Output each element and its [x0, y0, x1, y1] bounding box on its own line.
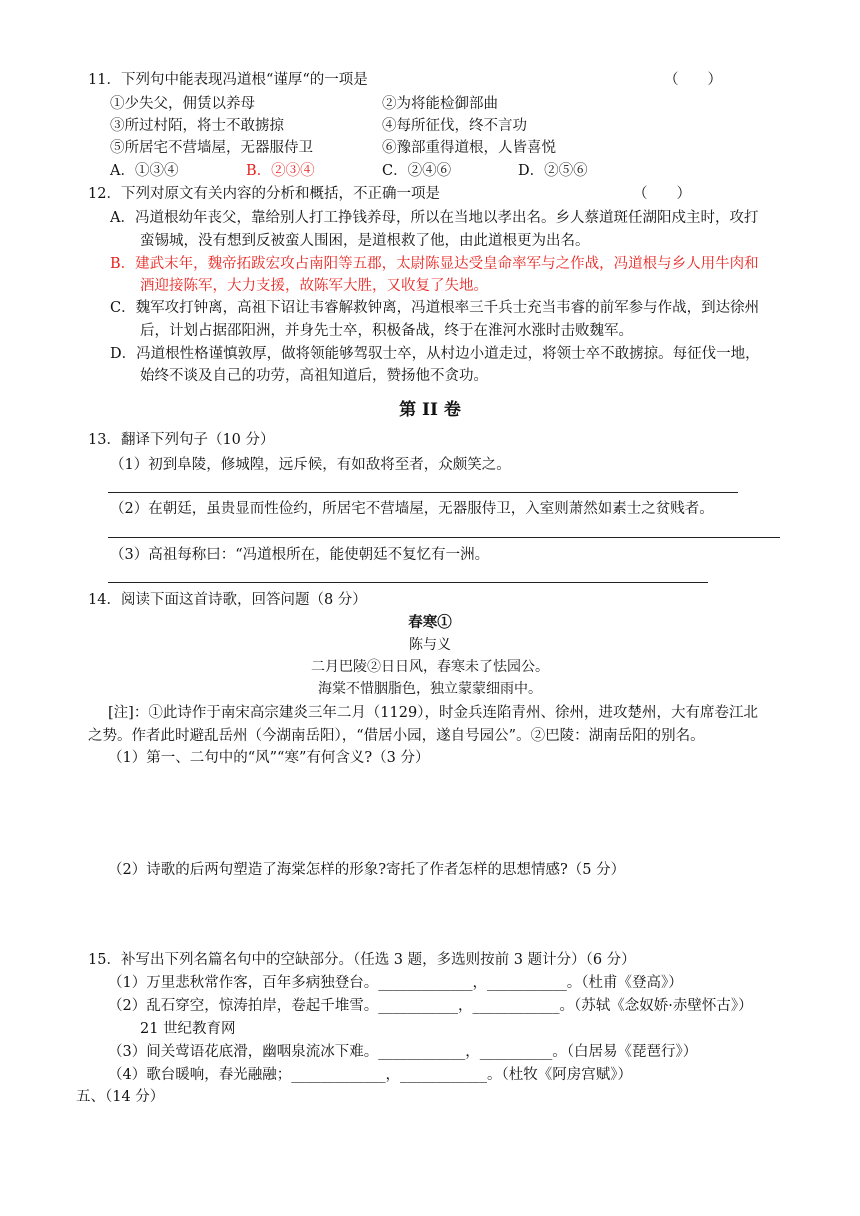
q13-sentence-2: （2）在朝廷，虽贵显而性俭约，所居宅不营墙屋，无器服侍卫，入室则萧然如素士之贫贱者。 [110, 501, 714, 517]
q14-sub-question-1: （1）第一、二句中的“风”“寒”有何含义?（3 分） [108, 750, 430, 766]
answer-line [108, 492, 738, 493]
q12-option-c-line1: C．魏军攻打钟离，高祖下诏让韦睿解救钟离，冯道根率三千兵士充当韦睿的前军参与作战，到达徐州 [110, 300, 760, 316]
q11-item-6: ⑥豫部重得道根，人皆喜悦 [382, 140, 556, 156]
q12-option-b-line2: 酒迎接陈军，大力支援，故陈军大胜，又收复了失地。 [140, 278, 488, 294]
section-five-label: 五、（14 分） [76, 1089, 165, 1105]
poem-note-line1: [注]：①此诗作于南宋高宗建炎三年二月（1129），时金兵连陷青州、徐州，进攻楚州，大有席卷江北 [108, 705, 758, 721]
answer-line [108, 537, 780, 538]
q13-sentence-1: （1）初到阜陵，修城隍，远斥候，有如敌将至者，众颇笑之。 [110, 457, 511, 473]
q15-stem: 15．补写出下列名篇名句中的空缺部分。（任选 3 题，多选则按前 3 题计分）（6 分） [88, 952, 636, 968]
q13-stem: 13．翻译下列句子（10 分） [88, 432, 275, 448]
q12-option-d-line2: 始终不谈及自己的功劳，高祖知道后，赞扬他不贪功。 [140, 368, 488, 384]
q11-option-d: D．②⑤⑥ [518, 163, 588, 179]
poem-line-1: 二月巴陵②日日风，春寒未了怯园公。 [311, 659, 549, 675]
q12-option-b-line1: B．建武末年，魏帝拓跋宏攻占南阳等五郡，太尉陈显达受皇命率军与之作战，冯道根与乡人用牛肉和 [110, 256, 759, 272]
poem-author: 陈与义 [409, 637, 451, 653]
q11-answer-paren: （ ） [664, 72, 722, 88]
q12-option-d-line1: D．冯道根性格谨慎敦厚，做将领能够驾驭士卒，从村边小道走过，将领士卒不敢掳掠。每征伐一地， [110, 346, 760, 362]
q15-item-3: （3）间关莺语花底滑，幽咽泉流冰下难。____________，__________。（白居易《琵琶行》） [108, 1044, 698, 1060]
section-title: 第 II 卷 [399, 400, 461, 420]
poem-title: 春寒① [408, 614, 452, 631]
poem-note-line2: 之势。作者此时避乱岳州（今湖南岳阳），“借居小园，遂自号园公”。②巴陵：湖南岳阳的别名。 [88, 728, 705, 744]
q12-answer-paren: （ ） [633, 186, 691, 202]
q12-option-c-line2: 后，计划占据邵阳洲，并身先士卒，积极备战，终于在淮河水涨时击败魏军。 [140, 323, 633, 339]
q11-item-4: ④每所征伐，终不言功 [382, 118, 527, 134]
q11-option-c: C．②④⑥ [382, 163, 452, 179]
q12-option-a-line1: A．冯道根幼年丧父，靠给别人打工挣钱养母，所以在当地以孝出名。乡人蔡道斑任湖阳戍主时，攻打 [110, 210, 759, 226]
q12-stem: 12．下列对原文有关内容的分析和概括，不正确一项是 [88, 186, 440, 202]
poem-line-2: 海棠不惜胭脂色，独立蒙蒙细雨中。 [318, 681, 542, 697]
q11-option-b: B．②③④ [246, 163, 315, 179]
q15-item-2: （2）乱石穿空，惊涛拍岸，卷起千堆雪。___________，____________。（苏轼《念奴娇·赤壁怀古》） [108, 998, 753, 1014]
q14-sub-question-2: （2）诗歌的后两句塑造了海棠怎样的形象?寄托了作者怎样的思想情感?（5 分） [108, 862, 626, 878]
answer-line [108, 582, 708, 583]
q11-item-1: ①少失父，佣赁以养母 [110, 96, 255, 112]
q14-stem: 14．阅读下面这首诗歌，回答问题（8 分） [88, 592, 367, 608]
q15-item-4: （4）歌台暖响，春光融融；_____________，____________。（杜牧《阿房宫赋》） [108, 1067, 632, 1083]
q11-option-a: A．①③④ [110, 163, 179, 179]
q12-option-a-line2: 蛮锡城，没有想到反被蛮人围困，是道根救了他，由此道根更为出名。 [140, 233, 590, 249]
q11-item-5: ⑤所居宅不营墙屋，无器服侍卫 [110, 140, 313, 156]
q13-sentence-3: （3）高祖每称曰：“冯道根所在，能使朝廷不复忆有一洲。 [110, 547, 490, 563]
q11-item-2: ②为将能检御部曲 [382, 96, 498, 112]
q15-item-1: （1）万里悲秋常作客，百年多病独登台。_____________，___________。（杜甫《登高》） [108, 975, 683, 991]
q11-stem: 11．下列句中能表现冯道根“谨厚“的一项是 [88, 72, 368, 88]
q15-item-2-watermark: 21 世纪教育网 [140, 1021, 236, 1037]
q11-item-3: ③所过村陌，将士不敢掳掠 [110, 118, 284, 134]
